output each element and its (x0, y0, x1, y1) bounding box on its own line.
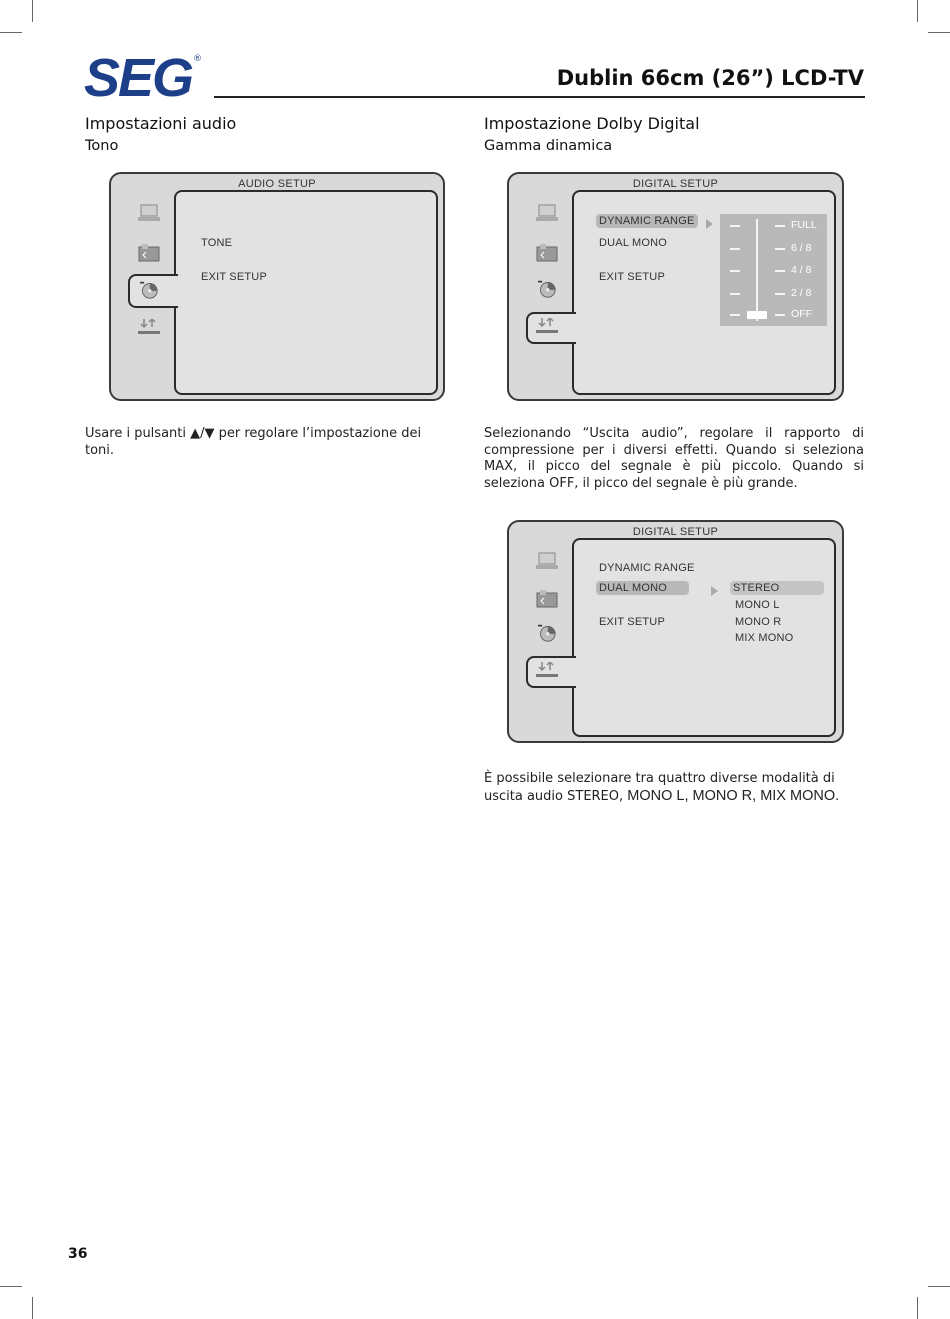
crop-mark (928, 1286, 950, 1287)
system-icon (138, 204, 160, 222)
level-full[interactable]: FULL (791, 219, 817, 231)
document-title: Dublin 66cm (26”) LCD-TV (556, 66, 864, 90)
screen-title: DIGITAL SETUP (632, 526, 719, 538)
option-mix-mono[interactable]: MIX MONO (735, 632, 794, 644)
dual-mono-modes: MONO L, MONO R, MIX MONO. (627, 787, 840, 804)
menu-item-exit-setup[interactable]: EXIT SETUP (201, 271, 267, 283)
crop-mark (0, 32, 22, 33)
dynamic-range-slider[interactable] (720, 214, 827, 326)
crop-mark (917, 1297, 918, 1319)
audio-setup-screen (109, 172, 445, 401)
menu-item-exit-setup[interactable]: EXIT SETUP (599, 271, 665, 283)
dynamic-range-description: Selezionando “Uscita audio”, regolare il rapporto di compressione per i diversi effetti. Quando si seleziona MAX, il picco del segnale è più piccolo. Quando si seleziona OFF, il picco del segnale è più grande. (484, 426, 864, 491)
registered-mark: ® (193, 54, 202, 64)
menu-item-exit-setup[interactable]: EXIT SETUP (599, 616, 665, 628)
screen-title: DIGITAL SETUP (632, 178, 719, 190)
submenu-arrow-icon (706, 219, 713, 229)
language-icon (536, 590, 558, 608)
dual-mono-description-text: È possibile selezionare tra quattro diverse modalità di uscita audio STEREO, (484, 771, 835, 804)
menu-item-dual-mono[interactable] (596, 582, 689, 594)
digital-setup-screen-dynamic-range (507, 172, 844, 401)
menu-item-tone[interactable]: TONE (201, 237, 233, 249)
preference-icon (536, 318, 558, 336)
header-divider (214, 96, 865, 98)
crop-mark (917, 0, 918, 22)
menu-item-label: DUAL MONO (596, 581, 689, 595)
preference-icon (138, 319, 160, 337)
menu-area (174, 190, 438, 395)
menu-item-dual-mono[interactable]: DUAL MONO (599, 237, 668, 249)
digital-setup-screen-dual-mono (507, 520, 844, 743)
crop-mark (0, 1286, 22, 1287)
audio-disc-icon (536, 624, 558, 642)
page-number: 36 (68, 1246, 88, 1262)
system-icon (536, 552, 558, 570)
audio-disc-icon (536, 280, 558, 298)
crop-mark (928, 32, 950, 33)
level-2-8[interactable]: 2 / 8 (791, 287, 812, 299)
level-4-8[interactable]: 4 / 8 (791, 264, 812, 276)
slider-thumb[interactable] (747, 311, 767, 319)
crop-mark (32, 0, 33, 22)
preference-icon (536, 662, 558, 680)
seg-logo: SEG (84, 48, 193, 108)
section-title-dolby: Impostazione Dolby Digital (484, 114, 700, 133)
menu-item-dynamic-range[interactable]: DYNAMIC RANGE (599, 562, 695, 574)
option-label: STEREO (730, 581, 824, 595)
dual-mono-description (484, 771, 864, 805)
section-subtitle-dynamic-range: Gamma dinamica (484, 138, 613, 154)
screen-title: AUDIO SETUP (238, 178, 316, 190)
level-6-8[interactable]: 6 / 8 (791, 242, 812, 254)
crop-mark (32, 1297, 33, 1319)
language-icon (536, 244, 558, 262)
section-subtitle-tone: Tono (85, 138, 119, 154)
menu-item-dynamic-range[interactable] (596, 215, 698, 227)
option-mono-r[interactable]: MONO R (735, 616, 782, 628)
section-title-audio: Impostazioni audio (85, 114, 237, 133)
level-off[interactable]: OFF (791, 308, 812, 320)
option-stereo[interactable] (730, 582, 824, 594)
system-icon (536, 204, 558, 222)
menu-item-label: DYNAMIC RANGE (596, 214, 698, 228)
language-icon (138, 244, 160, 262)
submenu-arrow-icon (711, 586, 718, 596)
tone-description: Usare i pulsanti ▲/▼ per regolare l’impostazione dei toni. (85, 426, 422, 458)
option-mono-l[interactable]: MONO L (735, 599, 780, 611)
audio-disc-icon (138, 281, 160, 299)
slider-track (756, 219, 758, 321)
